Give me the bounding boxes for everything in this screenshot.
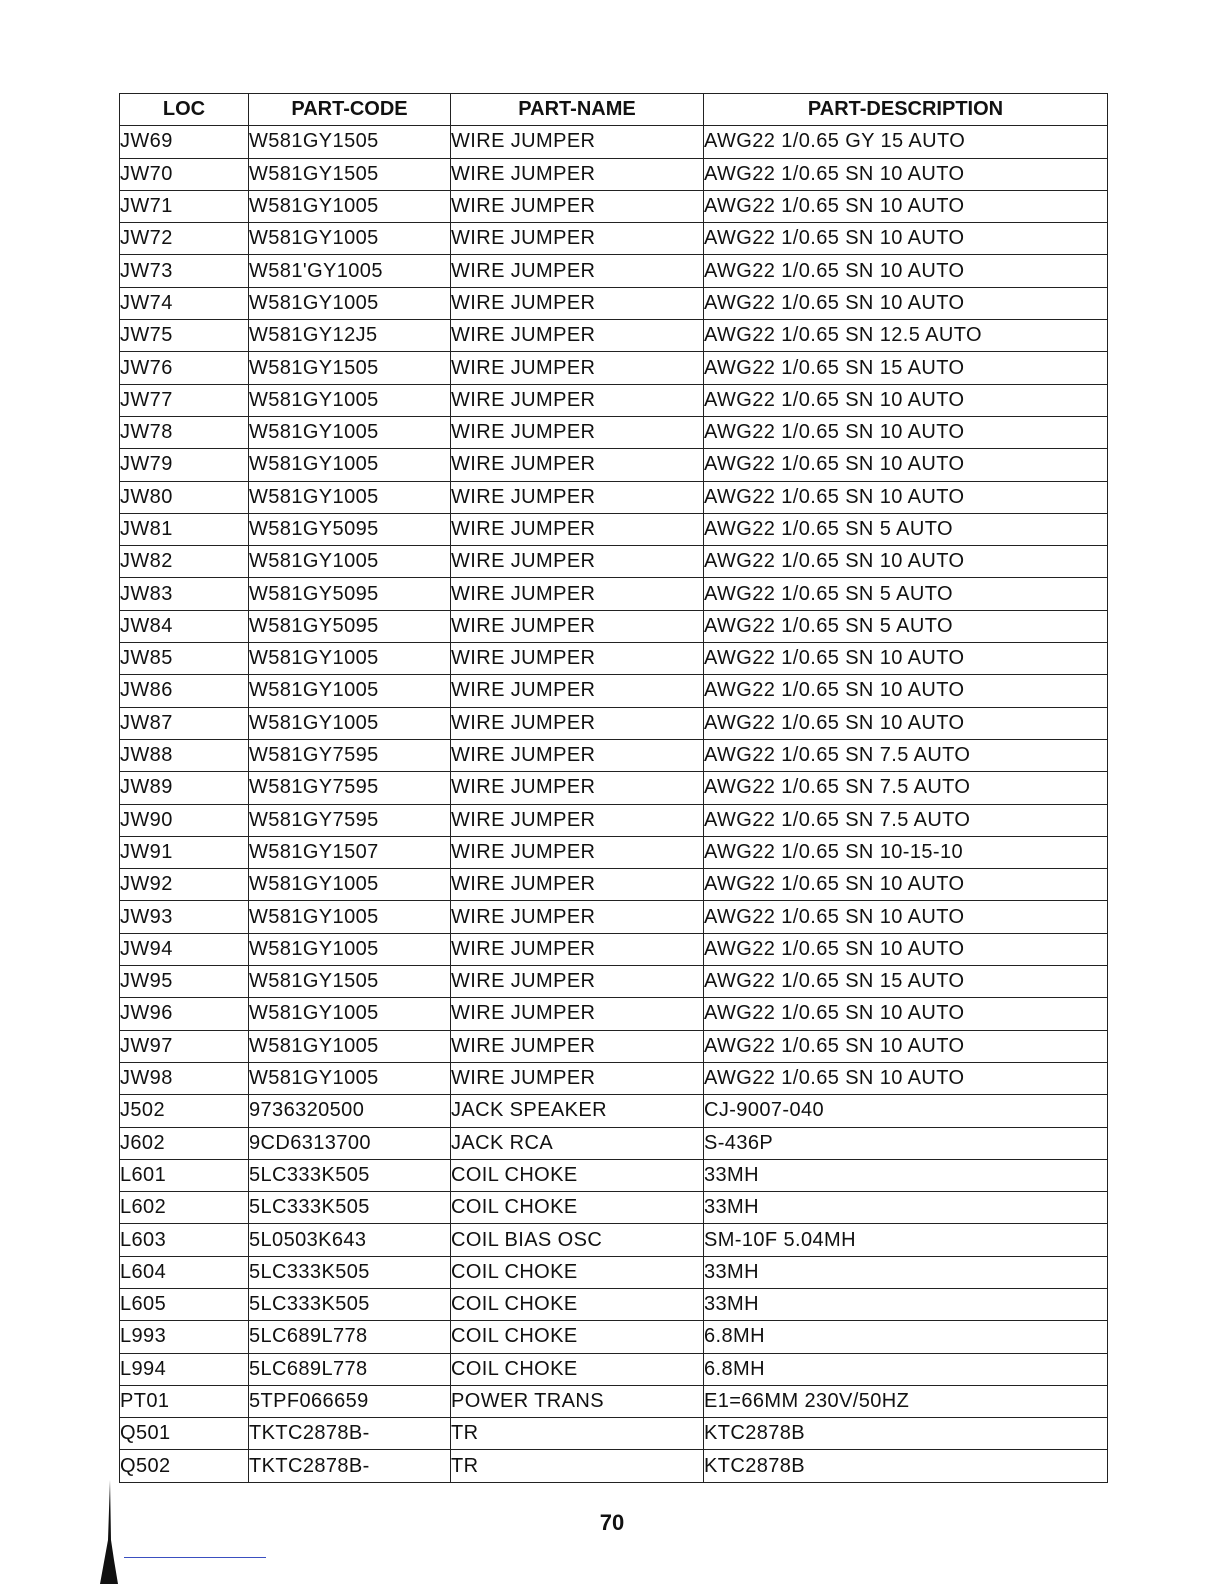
cell-part-description: KTC2878B bbox=[704, 1418, 1108, 1450]
cell-part-description: AWG22 1/0.65 SN 5 AUTO bbox=[704, 610, 1108, 642]
cell-part-code: 5LC689L778 bbox=[249, 1321, 451, 1353]
cell-part-code: W581GY1005 bbox=[249, 998, 451, 1030]
cell-part-name: WIRE JUMPER bbox=[451, 675, 704, 707]
cell-part-name: WIRE JUMPER bbox=[451, 384, 704, 416]
cell-part-name: WIRE JUMPER bbox=[451, 901, 704, 933]
cell-part-code: 9736320500 bbox=[249, 1095, 451, 1127]
cell-part-code: TKTC2878B- bbox=[249, 1450, 451, 1482]
table-row bbox=[120, 1288, 1108, 1320]
cell-part-name: WIRE JUMPER bbox=[451, 610, 704, 642]
cell-part-code: W581GY1005 bbox=[249, 643, 451, 675]
cell-part-description: AWG22 1/0.65 SN 10 AUTO bbox=[704, 933, 1108, 965]
cell-part-name: WIRE JUMPER bbox=[451, 643, 704, 675]
cell-part-description: AWG22 1/0.65 SN 10 AUTO bbox=[704, 223, 1108, 255]
cell-part-description: AWG22 1/0.65 SN 10 AUTO bbox=[704, 384, 1108, 416]
cell-loc: JW82 bbox=[120, 546, 249, 578]
cell-loc: JW90 bbox=[120, 804, 249, 836]
cell-part-code: W581GY1005 bbox=[249, 384, 451, 416]
table-row bbox=[120, 610, 1108, 642]
cell-part-code: W581GY5095 bbox=[249, 513, 451, 545]
table-row bbox=[120, 416, 1108, 448]
cell-part-name: WIRE JUMPER bbox=[451, 287, 704, 319]
cell-loc: J602 bbox=[120, 1127, 249, 1159]
cell-loc: JW73 bbox=[120, 255, 249, 287]
cell-part-code: W581GY1505 bbox=[249, 158, 451, 190]
cell-part-name: WIRE JUMPER bbox=[451, 223, 704, 255]
cell-part-code: W581GY1005 bbox=[249, 416, 451, 448]
cell-part-code: 5LC333K505 bbox=[249, 1256, 451, 1288]
page-number: 70 bbox=[599, 1510, 625, 1535]
cell-part-name: TR bbox=[451, 1450, 704, 1482]
cell-part-code: W581GY1005 bbox=[249, 1062, 451, 1094]
cell-part-description: AWG22 1/0.65 SN 10 AUTO bbox=[704, 546, 1108, 578]
table-row bbox=[120, 1450, 1108, 1482]
cell-part-description: S-436P bbox=[704, 1127, 1108, 1159]
parts-list-table bbox=[119, 93, 1108, 1483]
table-row bbox=[120, 869, 1108, 901]
cell-loc: L603 bbox=[120, 1224, 249, 1256]
cell-part-description: AWG22 1/0.65 SN 10 AUTO bbox=[704, 449, 1108, 481]
cell-loc: JW98 bbox=[120, 1062, 249, 1094]
header-part-name: PART-NAME bbox=[451, 94, 704, 126]
cell-part-name: COIL CHOKE bbox=[451, 1192, 704, 1224]
cell-part-name: WIRE JUMPER bbox=[451, 1062, 704, 1094]
cell-part-description: CJ-9007-040 bbox=[704, 1095, 1108, 1127]
cell-part-description: AWG22 1/0.65 SN 10 AUTO bbox=[704, 1062, 1108, 1094]
cell-part-code: W581GY1005 bbox=[249, 287, 451, 319]
cell-loc: J502 bbox=[120, 1095, 249, 1127]
table-row bbox=[120, 1353, 1108, 1385]
cell-part-code: W581GY7595 bbox=[249, 772, 451, 804]
cell-loc: L605 bbox=[120, 1288, 249, 1320]
cell-part-description: AWG22 1/0.65 SN 10 AUTO bbox=[704, 255, 1108, 287]
cell-part-name: TR bbox=[451, 1418, 704, 1450]
cell-loc: JW87 bbox=[120, 707, 249, 739]
cell-part-description: 33MH bbox=[704, 1288, 1108, 1320]
cell-loc: PT01 bbox=[120, 1385, 249, 1417]
table-row bbox=[120, 1030, 1108, 1062]
cell-part-description: AWG22 1/0.65 SN 12.5 AUTO bbox=[704, 320, 1108, 352]
cell-part-name: WIRE JUMPER bbox=[451, 126, 704, 158]
cell-loc: JW76 bbox=[120, 352, 249, 384]
table-row bbox=[120, 1256, 1108, 1288]
cell-part-code: W581GY1005 bbox=[249, 190, 451, 222]
cell-loc: L604 bbox=[120, 1256, 249, 1288]
cell-part-name: WIRE JUMPER bbox=[451, 707, 704, 739]
table-row bbox=[120, 836, 1108, 868]
cell-loc: JW70 bbox=[120, 158, 249, 190]
table-row bbox=[120, 1385, 1108, 1417]
cell-part-name: WIRE JUMPER bbox=[451, 513, 704, 545]
cell-part-code: W581GY5095 bbox=[249, 610, 451, 642]
cell-part-name: WIRE JUMPER bbox=[451, 998, 704, 1030]
table-row bbox=[120, 998, 1108, 1030]
cell-part-description: AWG22 1/0.65 SN 10 AUTO bbox=[704, 287, 1108, 319]
cell-part-name: WIRE JUMPER bbox=[451, 190, 704, 222]
cell-part-description: 33MH bbox=[704, 1192, 1108, 1224]
cell-loc: JW85 bbox=[120, 643, 249, 675]
cell-part-description: AWG22 1/0.65 SN 10 AUTO bbox=[704, 416, 1108, 448]
cell-part-description: AWG22 1/0.65 SN 10 AUTO bbox=[704, 675, 1108, 707]
cell-part-name: JACK RCA bbox=[451, 1127, 704, 1159]
cell-part-description: AWG22 1/0.65 SN 10 AUTO bbox=[704, 1030, 1108, 1062]
cell-part-name: WIRE JUMPER bbox=[451, 578, 704, 610]
table-row bbox=[120, 966, 1108, 998]
cell-part-description: AWG22 1/0.65 SN 10 AUTO bbox=[704, 901, 1108, 933]
cell-part-description: AWG22 1/0.65 SN 7.5 AUTO bbox=[704, 739, 1108, 771]
cell-part-name: WIRE JUMPER bbox=[451, 449, 704, 481]
cell-part-code: W581GY1505 bbox=[249, 352, 451, 384]
cell-loc: JW94 bbox=[120, 933, 249, 965]
cell-loc: L602 bbox=[120, 1192, 249, 1224]
cell-part-name: COIL BIAS OSC bbox=[451, 1224, 704, 1256]
cell-loc: L601 bbox=[120, 1159, 249, 1191]
cell-part-code: 5L0503K643 bbox=[249, 1224, 451, 1256]
cell-part-name: WIRE JUMPER bbox=[451, 772, 704, 804]
cell-loc: JW78 bbox=[120, 416, 249, 448]
cell-part-description: AWG22 1/0.65 SN 10 AUTO bbox=[704, 707, 1108, 739]
cell-part-description: AWG22 1/0.65 SN 10 AUTO bbox=[704, 158, 1108, 190]
cell-part-code: W581GY1505 bbox=[249, 966, 451, 998]
cell-loc: JW86 bbox=[120, 675, 249, 707]
cell-loc: L993 bbox=[120, 1321, 249, 1353]
table-row bbox=[120, 1127, 1108, 1159]
cell-part-code: W581GY1005 bbox=[249, 449, 451, 481]
cell-part-name: WIRE JUMPER bbox=[451, 933, 704, 965]
cell-part-description: AWG22 1/0.65 SN 10 AUTO bbox=[704, 190, 1108, 222]
table-row bbox=[120, 384, 1108, 416]
cell-part-description: AWG22 1/0.65 SN 10-15-10 bbox=[704, 836, 1108, 868]
cell-part-name: WIRE JUMPER bbox=[451, 836, 704, 868]
cell-loc: JW84 bbox=[120, 610, 249, 642]
table-row bbox=[120, 287, 1108, 319]
header-part-code: PART-CODE bbox=[249, 94, 451, 126]
cell-part-name: COIL CHOKE bbox=[451, 1159, 704, 1191]
cell-part-name: WIRE JUMPER bbox=[451, 739, 704, 771]
cell-part-code: W581GY1005 bbox=[249, 901, 451, 933]
cell-loc: JW69 bbox=[120, 126, 249, 158]
cell-part-code: W581GY1005 bbox=[249, 869, 451, 901]
cell-part-name: WIRE JUMPER bbox=[451, 320, 704, 352]
table-row bbox=[120, 1192, 1108, 1224]
binding-edge-mark bbox=[100, 1480, 118, 1584]
cell-part-name: WIRE JUMPER bbox=[451, 416, 704, 448]
table-row bbox=[120, 643, 1108, 675]
cell-part-description: AWG22 1/0.65 SN 15 AUTO bbox=[704, 352, 1108, 384]
cell-part-description: SM-10F 5.04MH bbox=[704, 1224, 1108, 1256]
cell-part-description: AWG22 1/0.65 SN 7.5 AUTO bbox=[704, 804, 1108, 836]
table-row bbox=[120, 578, 1108, 610]
cell-part-code: W581'GY1005 bbox=[249, 255, 451, 287]
cell-part-code: 5LC333K505 bbox=[249, 1192, 451, 1224]
cell-part-description: AWG22 1/0.65 SN 7.5 AUTO bbox=[704, 772, 1108, 804]
cell-part-name: COIL CHOKE bbox=[451, 1321, 704, 1353]
cell-part-name: COIL CHOKE bbox=[451, 1353, 704, 1385]
cell-part-description: 6.8MH bbox=[704, 1321, 1108, 1353]
cell-loc: JW74 bbox=[120, 287, 249, 319]
cell-part-description: AWG22 1/0.65 SN 15 AUTO bbox=[704, 966, 1108, 998]
table-row bbox=[120, 190, 1108, 222]
cell-part-name: POWER TRANS bbox=[451, 1385, 704, 1417]
cell-part-code: 5LC333K505 bbox=[249, 1288, 451, 1320]
cell-loc: Q502 bbox=[120, 1450, 249, 1482]
cell-part-code: 9CD6313700 bbox=[249, 1127, 451, 1159]
cell-loc: JW79 bbox=[120, 449, 249, 481]
cell-part-description: KTC2878B bbox=[704, 1450, 1108, 1482]
table-row bbox=[120, 223, 1108, 255]
cell-part-name: COIL CHOKE bbox=[451, 1288, 704, 1320]
table-row bbox=[120, 1062, 1108, 1094]
table-row bbox=[120, 126, 1108, 158]
cell-part-code: 5LC689L778 bbox=[249, 1353, 451, 1385]
cell-part-code: TKTC2878B- bbox=[249, 1418, 451, 1450]
cell-part-code: W581GY1505 bbox=[249, 126, 451, 158]
cell-part-name: WIRE JUMPER bbox=[451, 481, 704, 513]
cell-loc: JW72 bbox=[120, 223, 249, 255]
table-row bbox=[120, 320, 1108, 352]
table-row bbox=[120, 739, 1108, 771]
table-row bbox=[120, 1095, 1108, 1127]
cell-part-code: W581GY7595 bbox=[249, 804, 451, 836]
cell-loc: JW92 bbox=[120, 869, 249, 901]
cell-part-description: AWG22 1/0.65 SN 10 AUTO bbox=[704, 869, 1108, 901]
cell-part-name: WIRE JUMPER bbox=[451, 1030, 704, 1062]
cell-part-name: WIRE JUMPER bbox=[451, 869, 704, 901]
cell-part-code: W581GY1005 bbox=[249, 707, 451, 739]
table-row bbox=[120, 804, 1108, 836]
scan-underline-mark bbox=[124, 1557, 266, 1558]
cell-loc: JW95 bbox=[120, 966, 249, 998]
table-row bbox=[120, 1159, 1108, 1191]
table-row bbox=[120, 255, 1108, 287]
cell-part-code: W581GY1005 bbox=[249, 223, 451, 255]
table-row bbox=[120, 772, 1108, 804]
table-row bbox=[120, 1321, 1108, 1353]
cell-loc: JW75 bbox=[120, 320, 249, 352]
cell-part-code: W581GY1005 bbox=[249, 1030, 451, 1062]
cell-part-code: W581GY1005 bbox=[249, 675, 451, 707]
cell-part-description: 33MH bbox=[704, 1159, 1108, 1191]
cell-loc: JW83 bbox=[120, 578, 249, 610]
cell-part-description: AWG22 1/0.65 GY 15 AUTO bbox=[704, 126, 1108, 158]
cell-part-name: WIRE JUMPER bbox=[451, 546, 704, 578]
cell-loc: JW71 bbox=[120, 190, 249, 222]
cell-loc: JW89 bbox=[120, 772, 249, 804]
cell-loc: JW93 bbox=[120, 901, 249, 933]
cell-part-description: E1=66MM 230V/50HZ bbox=[704, 1385, 1108, 1417]
cell-loc: JW96 bbox=[120, 998, 249, 1030]
cell-part-description: 6.8MH bbox=[704, 1353, 1108, 1385]
cell-part-description: 33MH bbox=[704, 1256, 1108, 1288]
table-row bbox=[120, 1224, 1108, 1256]
table-row bbox=[120, 1418, 1108, 1450]
cell-part-name: WIRE JUMPER bbox=[451, 352, 704, 384]
cell-part-code: 5LC333K505 bbox=[249, 1159, 451, 1191]
cell-part-name: WIRE JUMPER bbox=[451, 804, 704, 836]
table-row bbox=[120, 449, 1108, 481]
cell-loc: JW91 bbox=[120, 836, 249, 868]
cell-loc: JW80 bbox=[120, 481, 249, 513]
table-body bbox=[120, 126, 1108, 1482]
cell-part-description: AWG22 1/0.65 SN 5 AUTO bbox=[704, 513, 1108, 545]
cell-part-code: W581GY7595 bbox=[249, 739, 451, 771]
cell-loc: JW88 bbox=[120, 739, 249, 771]
table-row bbox=[120, 352, 1108, 384]
cell-part-name: WIRE JUMPER bbox=[451, 255, 704, 287]
table-row bbox=[120, 675, 1108, 707]
cell-part-code: 5TPF066659 bbox=[249, 1385, 451, 1417]
table-row bbox=[120, 158, 1108, 190]
cell-part-code: W581GY12J5 bbox=[249, 320, 451, 352]
table-row bbox=[120, 481, 1108, 513]
header-part-description: PART-DESCRIPTION bbox=[704, 94, 1108, 126]
cell-part-code: W581GY1507 bbox=[249, 836, 451, 868]
cell-part-code: W581GY1005 bbox=[249, 933, 451, 965]
cell-part-description: AWG22 1/0.65 SN 5 AUTO bbox=[704, 578, 1108, 610]
cell-part-name: COIL CHOKE bbox=[451, 1256, 704, 1288]
cell-loc: JW77 bbox=[120, 384, 249, 416]
cell-loc: L994 bbox=[120, 1353, 249, 1385]
table-row bbox=[120, 546, 1108, 578]
table-row bbox=[120, 707, 1108, 739]
cell-part-name: JACK SPEAKER bbox=[451, 1095, 704, 1127]
table-row bbox=[120, 933, 1108, 965]
cell-loc: Q501 bbox=[120, 1418, 249, 1450]
cell-part-description: AWG22 1/0.65 SN 10 AUTO bbox=[704, 643, 1108, 675]
cell-part-name: WIRE JUMPER bbox=[451, 966, 704, 998]
cell-part-code: W581GY1005 bbox=[249, 481, 451, 513]
cell-part-description: AWG22 1/0.65 SN 10 AUTO bbox=[704, 481, 1108, 513]
cell-part-code: W581GY1005 bbox=[249, 546, 451, 578]
cell-loc: JW97 bbox=[120, 1030, 249, 1062]
table-row bbox=[120, 513, 1108, 545]
cell-loc: JW81 bbox=[120, 513, 249, 545]
header-loc: LOC bbox=[120, 94, 249, 126]
cell-part-name: WIRE JUMPER bbox=[451, 158, 704, 190]
table-header-row bbox=[120, 94, 1108, 126]
cell-part-code: W581GY5095 bbox=[249, 578, 451, 610]
table-row bbox=[120, 901, 1108, 933]
cell-part-description: AWG22 1/0.65 SN 10 AUTO bbox=[704, 998, 1108, 1030]
